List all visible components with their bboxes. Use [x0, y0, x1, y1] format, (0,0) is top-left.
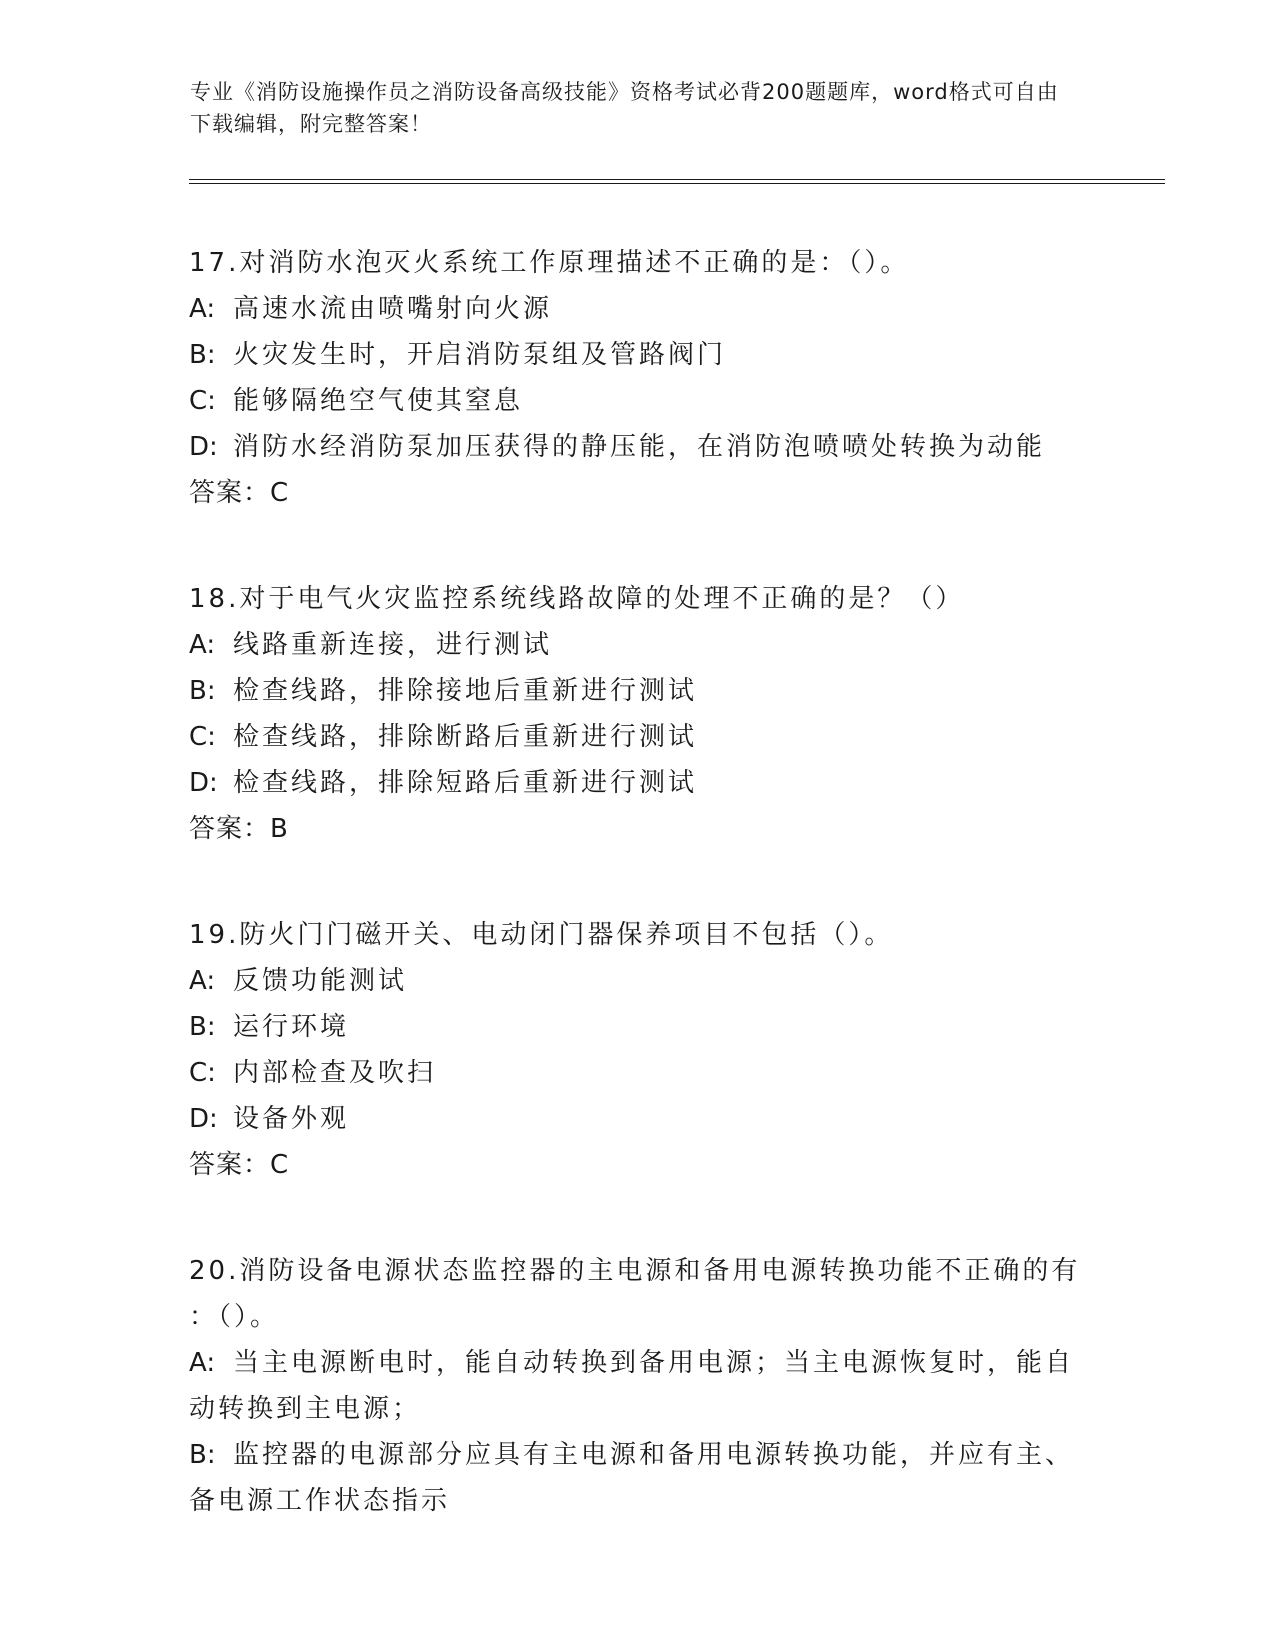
option-letter: A:	[189, 294, 216, 324]
option-letter: A:	[189, 966, 216, 996]
option-text: 设备外观	[233, 1104, 350, 1134]
option-c	[189, 1050, 1089, 1096]
question-stem: 19.防火门门磁开关、电动闭门器保养项目不包括（）。	[189, 920, 894, 950]
option-text: 能够隔绝空气使其窒息	[233, 386, 524, 416]
option-a	[189, 1340, 1089, 1386]
option-text: 检查线路，排除接地后重新进行测试	[233, 676, 698, 706]
option-letter: D:	[189, 1104, 218, 1134]
option-b	[189, 1004, 1089, 1050]
option-a	[189, 958, 1089, 1004]
option-letter: C:	[189, 722, 216, 752]
option-b	[189, 1432, 1089, 1478]
option-a	[189, 286, 1089, 332]
option-letter: B:	[189, 676, 216, 706]
option-c	[189, 378, 1089, 424]
option-text: 高速水流由喷嘴射向火源	[233, 294, 553, 324]
option-text: 检查线路，排除断路后重新进行测试	[233, 722, 698, 752]
option-a-continuation: 动转换到主电源；	[189, 1394, 422, 1424]
option-letter: C:	[189, 386, 216, 416]
option-text: 运行环境	[233, 1012, 350, 1042]
answer-line: 答案：C	[189, 478, 290, 508]
option-letter: B:	[189, 1012, 216, 1042]
option-d	[189, 1096, 1089, 1142]
question-20	[189, 1248, 1089, 1524]
option-text-line-1: 监控器的电源部分应具有主电源和备用电源转换功能，并应有主、	[233, 1440, 1075, 1470]
option-a	[189, 622, 1089, 668]
answer-line: 答案：B	[189, 814, 289, 844]
option-letter: B:	[189, 1440, 216, 1470]
option-letter: A:	[189, 1348, 216, 1378]
question-19	[189, 912, 1089, 1188]
question-stem-line-1: 20.消防设备电源状态监控器的主电源和备用电源转换功能不正确的有	[189, 1256, 1081, 1286]
option-text: 火灾发生时，开启消防泵组及管路阀门	[233, 340, 727, 370]
option-letter: B:	[189, 340, 216, 370]
option-text: 内部检查及吹扫	[233, 1058, 437, 1088]
question-17	[189, 240, 1089, 516]
option-c	[189, 714, 1089, 760]
answer-line: 答案：C	[189, 1150, 290, 1180]
question-stem: 17.对消防水泡灭火系统工作原理描述不正确的是：（）。	[189, 248, 910, 278]
document-header: 专业《消防设施操作员之消防设备高级技能》资格考试必背200题题库，word格式可自由下载编辑，附完整答案！	[190, 80, 1059, 136]
option-b-continuation: 备电源工作状态指示	[189, 1486, 451, 1516]
option-text: 反馈功能测试	[233, 966, 408, 996]
option-text: 检查线路，排除短路后重新进行测试	[233, 768, 698, 798]
option-letter: C:	[189, 1058, 216, 1088]
question-stem: 18.对于电气火灾监控系统线路故障的处理不正确的是？（）	[189, 584, 965, 614]
option-b	[189, 332, 1089, 378]
option-text: 线路重新连接，进行测试	[233, 630, 553, 660]
option-letter: D:	[189, 768, 218, 798]
header-divider-bottom	[189, 183, 1165, 184]
option-text-line-1: 当主电源断电时，能自动转换到备用电源；当主电源恢复时，能自	[233, 1348, 1075, 1378]
question-stem-line-2: ：（）。	[189, 1302, 280, 1332]
option-text: 消防水经消防泵加压获得的静压能，在消防泡喷喷处转换为动能	[233, 432, 1046, 462]
question-18	[189, 576, 1089, 852]
option-d	[189, 424, 1089, 470]
option-b	[189, 668, 1089, 714]
option-letter: A:	[189, 630, 216, 660]
option-d	[189, 760, 1089, 806]
header-divider-top	[189, 179, 1165, 180]
option-letter: D:	[189, 432, 218, 462]
question-list	[189, 240, 1089, 1584]
